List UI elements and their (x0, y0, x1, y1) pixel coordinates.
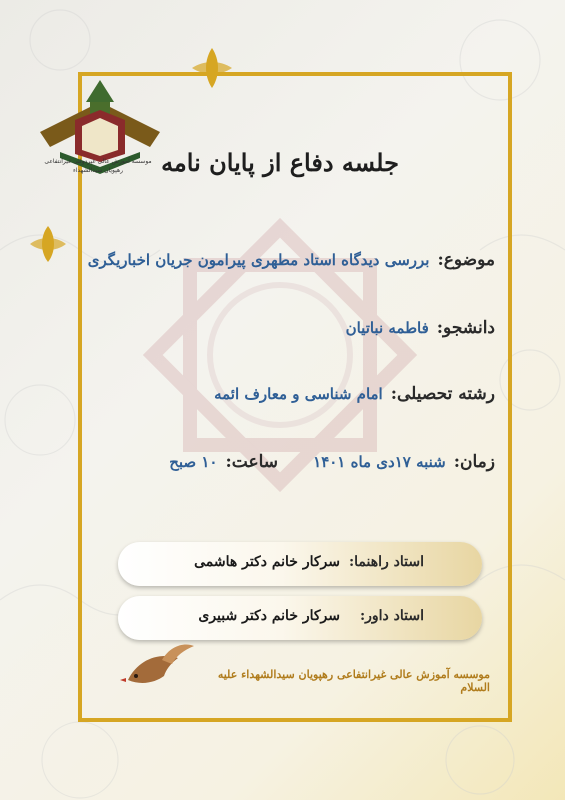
subject-row (88, 250, 495, 270)
student-row (346, 318, 495, 338)
floral-ornament-icon (188, 44, 236, 92)
time-row (169, 452, 495, 472)
referee-value: سرکار خانم دکتر شبیری (198, 608, 340, 624)
time-label: زمان: (453, 452, 495, 472)
student-label: دانشجو: (436, 318, 495, 338)
major-value: امام شناسی و معارف ائمه (214, 385, 383, 403)
hour-label: ساعت: (225, 452, 279, 472)
major-row (214, 384, 495, 404)
page-title: جلسه دفاع از پایان نامه (161, 148, 399, 177)
hour-value: ۱۰ صبح (169, 453, 218, 471)
time-value: شنبه ۱۷دی ماه ۱۴۰۱ (313, 453, 446, 471)
major-label: رشته تحصیلی: (390, 384, 495, 404)
supervisor-value: سرکار خانم دکتر هاشمی (194, 554, 340, 570)
referee-label: استاد داور: (359, 608, 424, 624)
supervisor-label: استاد راهنما: (348, 554, 424, 570)
student-value: فاطمه نباتیان (345, 319, 429, 337)
referee-box (118, 596, 482, 640)
footer-institute-name: موسسه آموزش عالی غیرانتفاعی رهپویان سیدالشهداء علیه السلام (217, 668, 490, 694)
floral-ornament-icon (26, 222, 70, 266)
subject-label: موضوع: (437, 250, 495, 270)
institute-name: موسسه آموزش عالی غیردولتی غیرانتفاعی (44, 158, 152, 165)
supervisor-box (118, 542, 482, 586)
bird-icon (118, 640, 198, 698)
subject-value: بررسی دیدگاه استاد مطهری پیرامون جریان اخباریگری (87, 251, 430, 269)
institute-name-line2: رهپویان سیدالشهداء (72, 167, 124, 174)
